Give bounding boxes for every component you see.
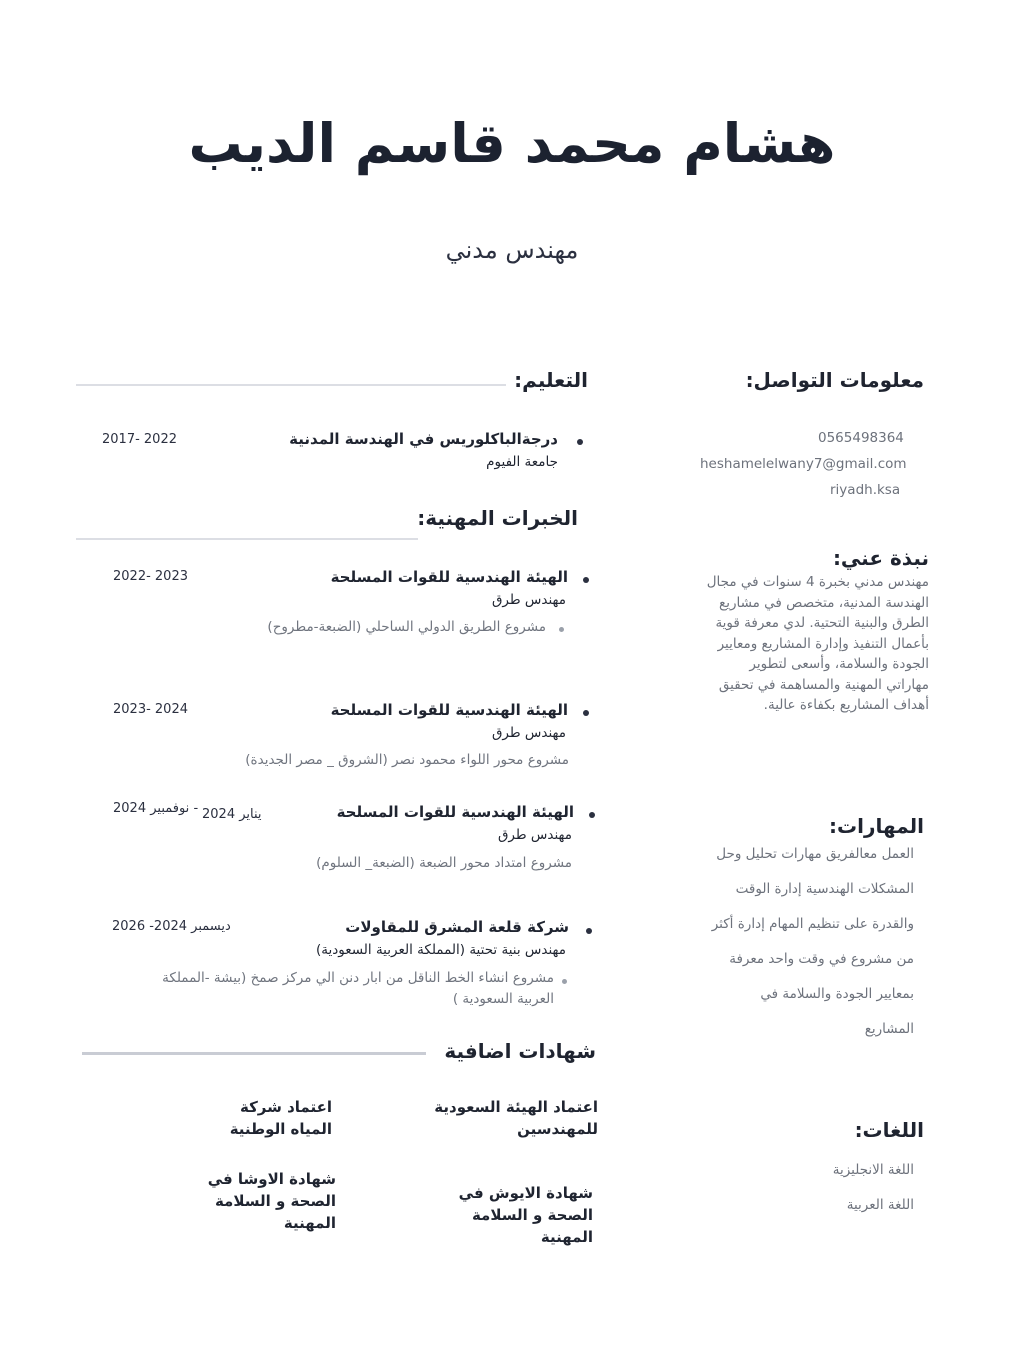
about-line: الطرق والبنية التحتية. لدي معرفة قوية	[715, 615, 929, 631]
experience-project: مشروع محور اللواء محمود نصر (الشروق _ مصر الجديدة)	[245, 752, 569, 768]
certificates-divider	[82, 1052, 426, 1055]
education-years: 2017- 2022	[102, 432, 177, 447]
skills-line: بمعايير الجودة والسلامة في	[760, 986, 914, 1002]
certificate-item	[378, 1096, 598, 1140]
experience-role: مهندس بنية تحتية (المملكة العربية السعودية)	[315, 942, 566, 958]
experience-org: الهيئة الهندسية للقوات المسلحة	[330, 701, 568, 719]
experience-project: مشروع انشاء الخط الناقل من ابار دنن الي مركز صمخ (بيشة -المملكة	[162, 970, 554, 986]
candidate-name: هشام محمد قاسم الديب	[188, 112, 836, 175]
certificate-item	[136, 1168, 336, 1234]
contact-heading: معلومات التواصل:	[745, 368, 924, 392]
experience-role: مهندس طرق	[491, 592, 566, 608]
experience-project-cont: العربية السعودية )	[452, 991, 554, 1007]
experience-dates-end: 2024 نوفمبير -	[113, 801, 199, 816]
language-item: اللغة العربية	[846, 1197, 914, 1213]
skills-line: العمل معالفريق مهارات تحليل وحل	[716, 846, 914, 862]
experience-dates: 2022- 2023	[113, 569, 188, 584]
bullet-icon	[559, 627, 564, 632]
experience-project: مشروع امتداد محور الضبعة (الضبعة_ السلوم)	[316, 855, 572, 871]
experience-org: الهيئة الهندسية للقوات المسلحة	[336, 803, 574, 821]
experience-org: شركة قلعة المشرق للمقاولات	[345, 918, 569, 936]
certificate-item	[132, 1096, 332, 1140]
experience-dates: 2023- 2024	[113, 702, 188, 717]
certificate-line: شهادة الايوش في	[458, 1184, 593, 1202]
experience-org: الهيئة الهندسية للقوات المسلحة	[330, 568, 568, 586]
certificate-line: شهادة الاوشا في	[207, 1170, 336, 1188]
contact-phone: 0565498364	[818, 430, 904, 446]
about-line: مهاراتي المهنية والمساهمة في تحقيق	[718, 676, 929, 693]
certificates-heading: شهادات اضافية	[444, 1039, 596, 1063]
education-school: جامعة الفيوم	[486, 454, 558, 470]
education-heading: التعليم:	[514, 368, 588, 392]
bullet-icon	[589, 812, 595, 818]
certificate-line: للمهندسين	[517, 1120, 598, 1138]
education-degree: درجةالباكلوريس في الهندسة المدنية	[289, 430, 558, 448]
experience-dates: ديسمبر 2024- 2026	[112, 919, 231, 934]
language-item: اللغة الانجليزية	[832, 1162, 914, 1178]
bullet-icon	[586, 928, 592, 934]
experience-dates-start: يناير 2024	[202, 807, 262, 822]
about-text	[659, 572, 929, 716]
bullet-icon	[562, 979, 567, 984]
about-line: الجودة والسلامة، وأسعى لتطوير	[749, 656, 929, 672]
bullet-icon	[583, 577, 589, 583]
certificate-item	[393, 1182, 593, 1248]
education-divider	[76, 384, 506, 386]
about-line: مهندس مدني بخبرة 4 سنوات في مجال	[706, 574, 929, 590]
experience-role: مهندس طرق	[491, 725, 566, 741]
skills-line: المشاريع	[864, 1021, 914, 1037]
experience-role: مهندس طرق	[497, 827, 572, 843]
skills-line: من مشروع في وقت واحد معرفة	[729, 951, 914, 967]
about-line: أهداف المشاريع بكفاءة عالية.	[763, 697, 929, 713]
skills-heading: المهارات:	[829, 814, 924, 838]
experience-heading: الخبرات المهنية:	[417, 506, 578, 530]
contact-email: heshamelelwany7@gmail.com	[700, 456, 907, 472]
certificate-line: المياه الوطنية	[229, 1120, 332, 1138]
experience-divider	[76, 538, 418, 540]
certificate-line: اعتماد الهيئة السعودية	[434, 1098, 598, 1116]
skills-list	[654, 844, 914, 1054]
skills-line: المشكلات الهندسية إدارة الوقت	[735, 881, 914, 897]
experience-project: مشروع الطريق الدولي الساحلي (الضبعة-مطروح)	[267, 619, 546, 635]
job-title: مهندس مدني	[445, 236, 579, 264]
bullet-icon	[583, 710, 589, 716]
languages-heading: اللغات:	[854, 1118, 924, 1142]
certificate-line: الصحة و السلامة	[214, 1192, 336, 1210]
about-line: الهندسة المدنية، متخصص في مشاريع	[719, 594, 929, 611]
about-heading: نبذة عني:	[832, 546, 929, 570]
certificate-line: الصحة و السلامة	[471, 1206, 593, 1224]
certificate-line: المهنية	[540, 1228, 593, 1246]
bullet-icon	[577, 439, 583, 445]
certificate-line: اعتماد شركة	[239, 1098, 332, 1116]
about-line: بأعمال التنفيذ وإدارة المشاريع ومعايير	[717, 635, 929, 652]
certificate-line: المهنية	[283, 1214, 336, 1232]
skills-line: والقدرة على تنظيم المهام إدارة أكثر	[711, 916, 914, 932]
contact-location: riyadh.ksa	[830, 482, 901, 498]
